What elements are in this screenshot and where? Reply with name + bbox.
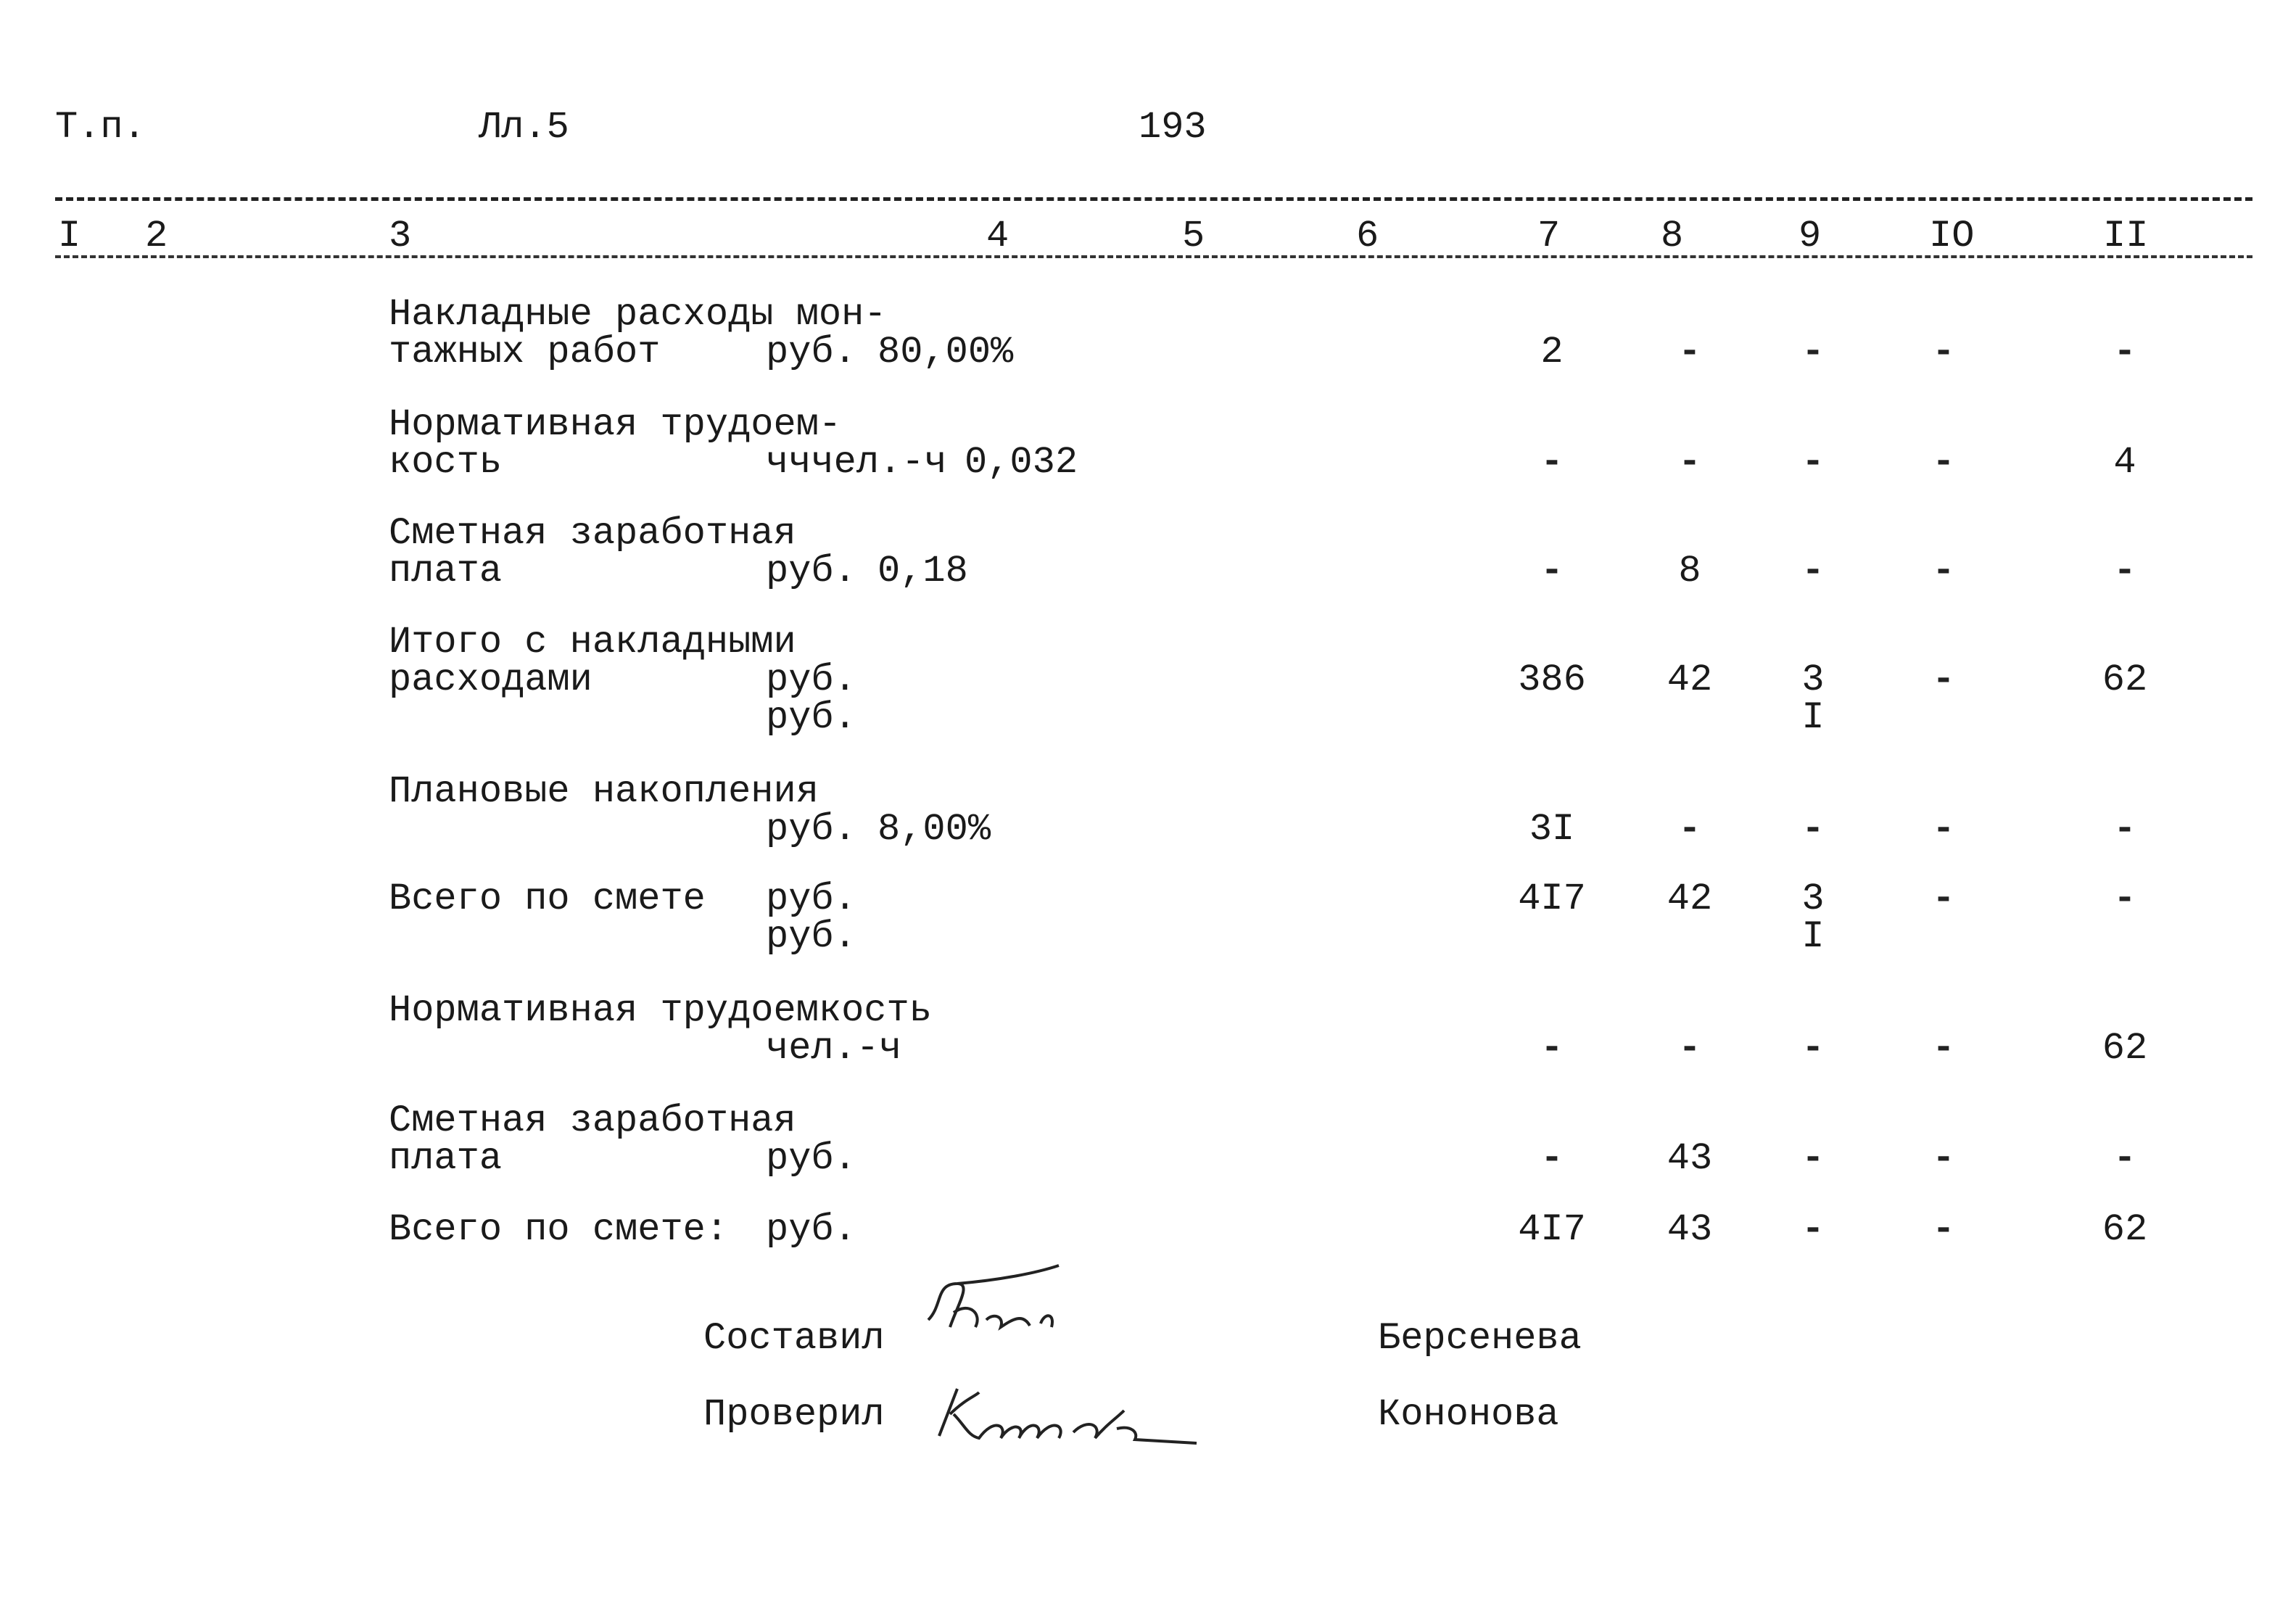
cell-col10: - bbox=[1932, 1137, 1955, 1180]
checked-signature bbox=[928, 1374, 1204, 1447]
row-unit: руб. bbox=[766, 1208, 856, 1251]
row-label-line2: плата bbox=[389, 1137, 503, 1180]
cell-col10: - bbox=[1932, 550, 1955, 593]
cell-col8: 43 bbox=[1667, 1137, 1713, 1180]
col-number-2: 2 bbox=[145, 215, 168, 257]
col-number-3: 3 bbox=[389, 215, 412, 257]
cell-col7: 4I7 bbox=[1518, 1208, 1586, 1251]
cell-col9: - bbox=[1801, 331, 1825, 373]
cell-col8: - bbox=[1678, 1027, 1701, 1070]
cell-col9: - bbox=[1801, 550, 1825, 593]
cell-col11: - bbox=[2113, 550, 2136, 593]
row-value: 0,18 bbox=[877, 550, 968, 593]
col-number-10: IO bbox=[1929, 215, 1975, 257]
row-unit: чччел.-ч bbox=[766, 441, 947, 484]
cell-col8: 43 bbox=[1667, 1208, 1713, 1251]
cell-col10: - bbox=[1932, 1027, 1955, 1070]
cell-col7: 4I7 bbox=[1518, 878, 1586, 920]
sheet-number: Лл.5 bbox=[479, 106, 569, 149]
row-label-line2: тажных работ bbox=[389, 331, 661, 373]
row-label-line1: Нормативная трудоем- bbox=[389, 403, 842, 446]
cell-col10: - bbox=[1932, 878, 1955, 920]
cell-col8: 42 bbox=[1667, 658, 1713, 701]
composed-name: Берсенева bbox=[1378, 1317, 1582, 1360]
cell-col7: 2 bbox=[1540, 331, 1564, 373]
col-number-6: 6 bbox=[1356, 215, 1379, 257]
col-number-7: 7 bbox=[1537, 215, 1561, 257]
cell-col11: 62 bbox=[2102, 658, 2148, 701]
cell-col11: 4 bbox=[2113, 441, 2136, 484]
row-label-line2: кость bbox=[389, 441, 503, 484]
cell-col10: - bbox=[1932, 1208, 1955, 1251]
row-unit: руб. bbox=[766, 658, 856, 701]
cell-col9: 3 bbox=[1801, 878, 1825, 920]
row-unit: руб. bbox=[766, 331, 856, 373]
row-label-line1: Итого с накладными bbox=[389, 621, 796, 664]
checked-label: Проверил bbox=[703, 1393, 885, 1436]
top-rule bbox=[55, 197, 2252, 201]
row-label-line2: плата bbox=[389, 550, 503, 593]
composed-signature bbox=[914, 1262, 1102, 1349]
col-number-5: 5 bbox=[1182, 215, 1205, 257]
row-label-line2: расходами bbox=[389, 658, 592, 701]
col-number-11: II bbox=[2103, 215, 2149, 257]
cell-col10: - bbox=[1932, 808, 1955, 851]
column-numbers-rule bbox=[55, 255, 2252, 258]
cell-col7: - bbox=[1540, 1137, 1564, 1180]
cell-col8: - bbox=[1678, 331, 1701, 373]
row-value: 8,00% bbox=[877, 808, 991, 851]
cell-col9-second: I bbox=[1801, 696, 1825, 739]
cell-col9-second: I bbox=[1801, 915, 1825, 958]
col-number-1: I bbox=[58, 215, 81, 257]
row-unit-2: руб. bbox=[766, 696, 856, 739]
cell-col10: - bbox=[1932, 441, 1955, 484]
row-label-line1: Всего по смете: bbox=[389, 1208, 729, 1251]
row-unit-2: руб. bbox=[766, 915, 856, 958]
cell-col11: - bbox=[2113, 878, 2136, 920]
row-label-line1: Накладные расходы мон- bbox=[389, 293, 887, 336]
cell-col7: 3I bbox=[1529, 808, 1575, 851]
composed-label: Составил bbox=[703, 1317, 885, 1360]
cell-col8: 42 bbox=[1667, 878, 1713, 920]
cell-col7: - bbox=[1540, 441, 1564, 484]
cell-col10: - bbox=[1932, 331, 1955, 373]
cell-col9: - bbox=[1801, 808, 1825, 851]
row-label-line1: Нормативная трудоемкость bbox=[389, 989, 932, 1032]
row-unit: руб. bbox=[766, 1137, 856, 1180]
row-unit: руб. bbox=[766, 808, 856, 851]
cell-col8: - bbox=[1678, 808, 1701, 851]
row-unit: руб. bbox=[766, 550, 856, 593]
cell-col11: - bbox=[2113, 331, 2136, 373]
cell-col9: 3 bbox=[1801, 658, 1825, 701]
col-number-8: 8 bbox=[1661, 215, 1684, 257]
col-number-4: 4 bbox=[986, 215, 1009, 257]
cell-col10: - bbox=[1932, 658, 1955, 701]
cell-col7: - bbox=[1540, 550, 1564, 593]
cell-col11: - bbox=[2113, 808, 2136, 851]
cell-col11: 62 bbox=[2102, 1208, 2148, 1251]
row-value: 0,032 bbox=[965, 441, 1078, 484]
checked-name: Кононова bbox=[1378, 1393, 1559, 1436]
row-value: 80,00% bbox=[877, 331, 1014, 373]
doc-code: Т.п. bbox=[55, 106, 146, 149]
cell-col11: 62 bbox=[2102, 1027, 2148, 1070]
page-number: 193 bbox=[1139, 106, 1207, 149]
cell-col9: - bbox=[1801, 1137, 1825, 1180]
cell-col11: - bbox=[2113, 1137, 2136, 1180]
cell-col9: - bbox=[1801, 1027, 1825, 1070]
cell-col9: - bbox=[1801, 1208, 1825, 1251]
cell-col9: - bbox=[1801, 441, 1825, 484]
row-label-line1: Всего по смете bbox=[389, 878, 706, 920]
col-number-9: 9 bbox=[1799, 215, 1822, 257]
cell-col7: 386 bbox=[1518, 658, 1586, 701]
row-label-line1: Сметная заработная bbox=[389, 512, 796, 555]
row-unit: руб. bbox=[766, 878, 856, 920]
cell-col8: - bbox=[1678, 441, 1701, 484]
row-unit: чел.-ч bbox=[766, 1027, 902, 1070]
row-label-line1: Сметная заработная bbox=[389, 1099, 796, 1142]
cell-col8: 8 bbox=[1678, 550, 1701, 593]
row-label-line1: Плановые накопления bbox=[389, 770, 819, 813]
cell-col7: - bbox=[1540, 1027, 1564, 1070]
